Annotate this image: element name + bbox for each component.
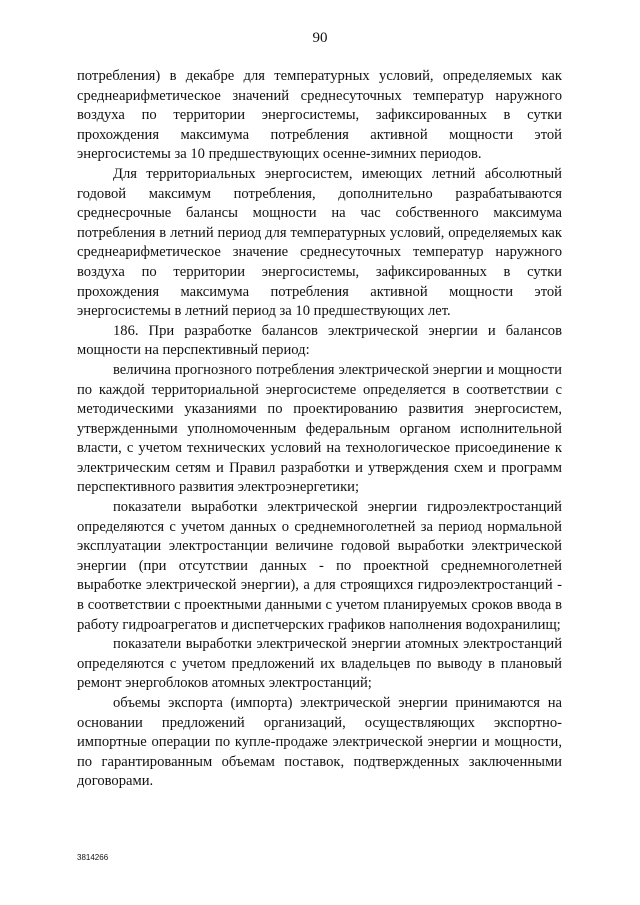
document-id: 3814266	[77, 853, 109, 862]
paragraph-nuclear-output: показатели выработки электрической энергии атомных электростанций определяются с учетом предложений их владельцев по выводу в плановый ремонт энергоблоков атомных электростанций;	[77, 636, 562, 692]
paragraph-export-import: объемы экспорта (импорта) электрической энергии принимаются на основании предложений организаций, осуществляющих экспортно-импортные операции по купле-продаже электрической энергии и мощности, по гарантированным объемам поставок, подтвержденных заключенными договорами.	[77, 695, 562, 790]
paragraph-item-186: 186. При разработке балансов электрической энергии и балансов мощности на перспективный период:	[77, 322, 562, 359]
paragraph-continuation: потребления) в декабре для температурных условий, определяемых как среднеарифметическое значений среднесуточных температур наружного воздуха по территории энергосистемы, зафиксированных в сутки прохождения максимума потребления активной мощности этой энергосистемы за 10 предшествующих осенне-зимних периодов.	[77, 68, 562, 163]
page-number: 90	[312, 30, 328, 46]
paragraph-consumption-forecast: величина прогнозного потребления электрической энергии и мощности по каждой территориальной энергосистеме определяется в соответствии с методическими указаниями по проектированию развития энергосистем, утвержденными уполномоченным федеральным органом исполнительной власти, с учетом технических условий на технологическое присоединение к электрическим сетям и Правил разработки и утверждения схем и программ перспективного развития электроэнергетики;	[77, 361, 562, 496]
paragraph-hydro-output: показатели выработки электрической энергии гидроэлектростанций определяются с учетом данных о среднемноголетней за период нормальной эксплуатации электростанции величине годовой выработки электрической энергии (при отсутствии данных - по проектной среднемноголетней выработке электрической энергии), а для строящихся гидроэлектростанций - в соответствии с проектными данными с учетом планируемых сроков ввода в работу гидроагрегатов и диспетчерских графиков наполнения водохранилищ;	[77, 499, 562, 633]
document-body	[77, 67, 562, 792]
paragraph-summer-balance: Для территориальных энергосистем, имеющих летний абсолютный годовой максимум потребления, дополнительно разрабатываются среднесрочные балансы мощности на час собственного максимума потребления в летний период для температурных условий, определяемых как среднеарифметическое значение среднесуточных температур наружного воздуха по территории энергосистемы, зафиксированных в сутки прохождения максимума потребления активной мощности этой энергосистемы в летний период за 10 предшествующих лет.	[77, 165, 562, 320]
